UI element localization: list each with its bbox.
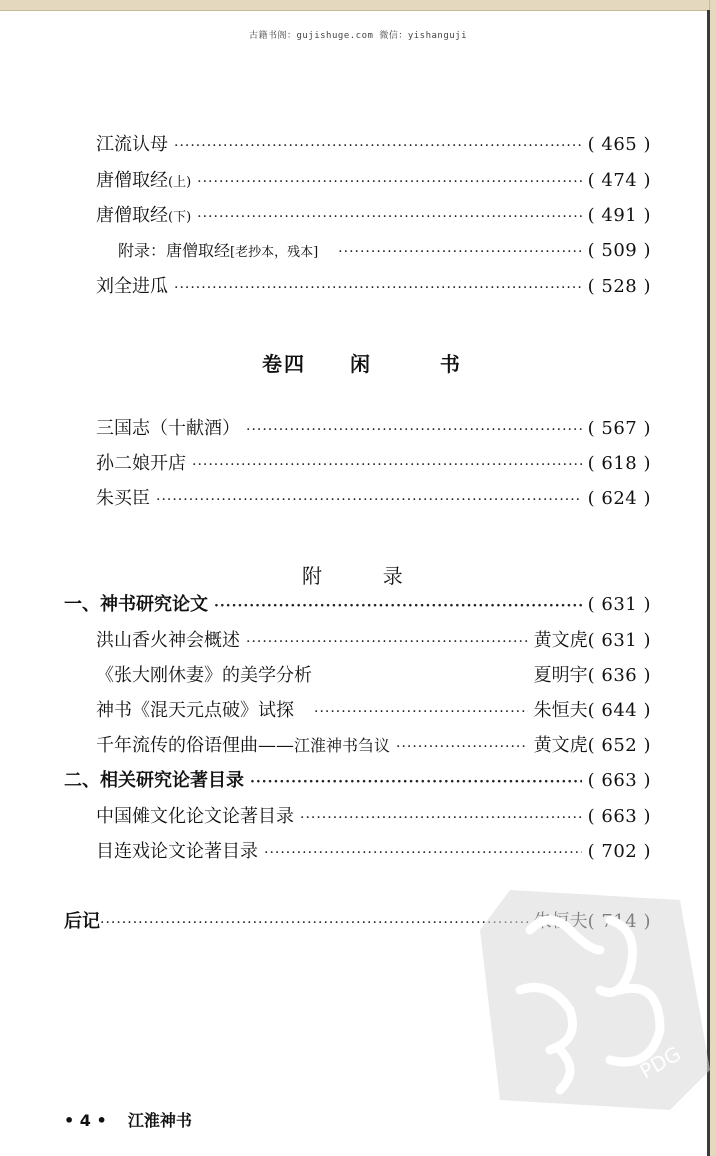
leader-dots xyxy=(197,171,581,193)
leader-dots xyxy=(300,807,582,829)
entry-title: 附录：唐僧取经 xyxy=(118,241,231,260)
footer-book-title: 江淮神书 xyxy=(127,1111,192,1130)
entry-page: ( 652 ) xyxy=(587,735,651,756)
leader-dots xyxy=(314,701,528,723)
appendix-heading-part: 录 xyxy=(382,564,405,588)
toc-entry[interactable] xyxy=(96,134,651,157)
toc-entry[interactable] xyxy=(96,665,651,688)
toc-entry[interactable] xyxy=(96,453,651,476)
entry-title: 朱买臣 xyxy=(96,488,150,509)
entry-author: 夏明宇 xyxy=(533,665,588,686)
page-footer xyxy=(64,1108,192,1131)
toc-entry[interactable] xyxy=(118,240,651,264)
entry-author: 黄文虎 xyxy=(533,630,588,651)
entry-page: ( 644 ) xyxy=(587,700,651,721)
entry-title: 神书《混天元点破》试探 xyxy=(96,700,294,721)
watermark-text: PDG xyxy=(635,1041,685,1084)
toc-entry-main[interactable] xyxy=(64,770,651,793)
library-seal-watermark xyxy=(470,870,716,1120)
toc-entry[interactable] xyxy=(96,488,651,511)
entry-subtitle: 江淮神书刍议 xyxy=(294,736,391,755)
entry-note: (上) xyxy=(168,175,192,190)
leader-dots xyxy=(156,489,582,511)
entry-title: 千年流传的俗语俚曲—— xyxy=(96,735,294,756)
entry-page: ( 631 ) xyxy=(587,630,651,651)
toc-entry[interactable] xyxy=(96,700,651,723)
entry-note: (下) xyxy=(168,210,192,225)
leader-dots xyxy=(100,912,528,934)
toc-entry[interactable] xyxy=(96,841,651,864)
entry-page: ( 465 ) xyxy=(587,134,651,155)
entry-page: ( 663 ) xyxy=(587,770,651,791)
entry-note: [老抄本，残本] xyxy=(230,245,319,260)
leader-dots xyxy=(264,842,582,864)
section-heading-part: 书 xyxy=(439,352,462,376)
entry-page: ( 663 ) xyxy=(587,806,651,827)
entry-page: ( 474 ) xyxy=(587,170,651,191)
leader-dots xyxy=(197,206,581,228)
appendix-heading xyxy=(302,560,405,589)
toc-entry[interactable] xyxy=(96,170,651,194)
entry-title: 目连戏论文论著目录 xyxy=(96,841,258,862)
entry-page: ( 702 ) xyxy=(587,841,651,862)
entry-title: 二、相关研究论著目录 xyxy=(64,770,244,791)
entry-author: 朱恒夫 xyxy=(533,700,588,721)
entry-page: ( 567 ) xyxy=(587,418,651,439)
entry-page: ( 509 ) xyxy=(587,240,651,261)
section-heading-part: 卷四 xyxy=(262,352,306,376)
entry-title: 中国傩文化论文论著目录 xyxy=(96,806,294,827)
toc-entry[interactable] xyxy=(96,806,651,829)
entry-title: 三国志（十献酒） xyxy=(96,418,240,439)
leader-dots xyxy=(174,135,582,157)
toc-entry-main[interactable] xyxy=(64,594,651,617)
entry-title: 唐僧取经 xyxy=(96,205,168,226)
leader-dots xyxy=(214,595,582,617)
leader-dots xyxy=(250,771,582,793)
entry-title: 江流认母 xyxy=(96,134,168,155)
leader-dots xyxy=(246,631,528,653)
toc-entry[interactable] xyxy=(96,205,651,229)
entry-page: ( 624 ) xyxy=(587,488,651,509)
entry-author: 黄文虎 xyxy=(533,735,588,756)
leader-dots xyxy=(192,454,582,476)
entry-page: ( 618 ) xyxy=(587,453,651,474)
entry-title: 《张大刚休妻》的美学分析 xyxy=(96,665,312,686)
section-heading-part: 闲 xyxy=(349,352,372,376)
toc-entry[interactable] xyxy=(96,276,651,299)
entry-title: 孙二娘开店 xyxy=(96,453,186,474)
entry-title: 一、神书研究论文 xyxy=(64,594,208,615)
appendix-heading-part: 附 xyxy=(302,564,324,588)
entry-title: 洪山香火神会概述 xyxy=(96,630,240,651)
entry-page: ( 491 ) xyxy=(587,205,651,226)
source-header: 古籍书阁：gujishuge.com 微信：yishanguji xyxy=(248,31,468,41)
entry-title: 刘全进瓜 xyxy=(96,276,168,297)
entry-title: 后记 xyxy=(64,911,100,932)
entry-page: ( 631 ) xyxy=(587,594,651,615)
leader-dots xyxy=(246,419,582,441)
toc-entry[interactable] xyxy=(96,735,651,758)
leader-dots xyxy=(174,277,582,299)
section-heading xyxy=(262,348,462,377)
toc-entry[interactable] xyxy=(96,418,651,441)
entry-title: 唐僧取经 xyxy=(96,170,168,191)
entry-page: ( 636 ) xyxy=(587,665,651,686)
leader-dots xyxy=(396,736,528,758)
toc-entry[interactable] xyxy=(96,630,651,653)
footer-page-number: • 4 • xyxy=(64,1111,107,1130)
entry-page: ( 528 ) xyxy=(587,276,651,297)
top-frame xyxy=(0,0,716,11)
leader-dots xyxy=(338,241,581,263)
